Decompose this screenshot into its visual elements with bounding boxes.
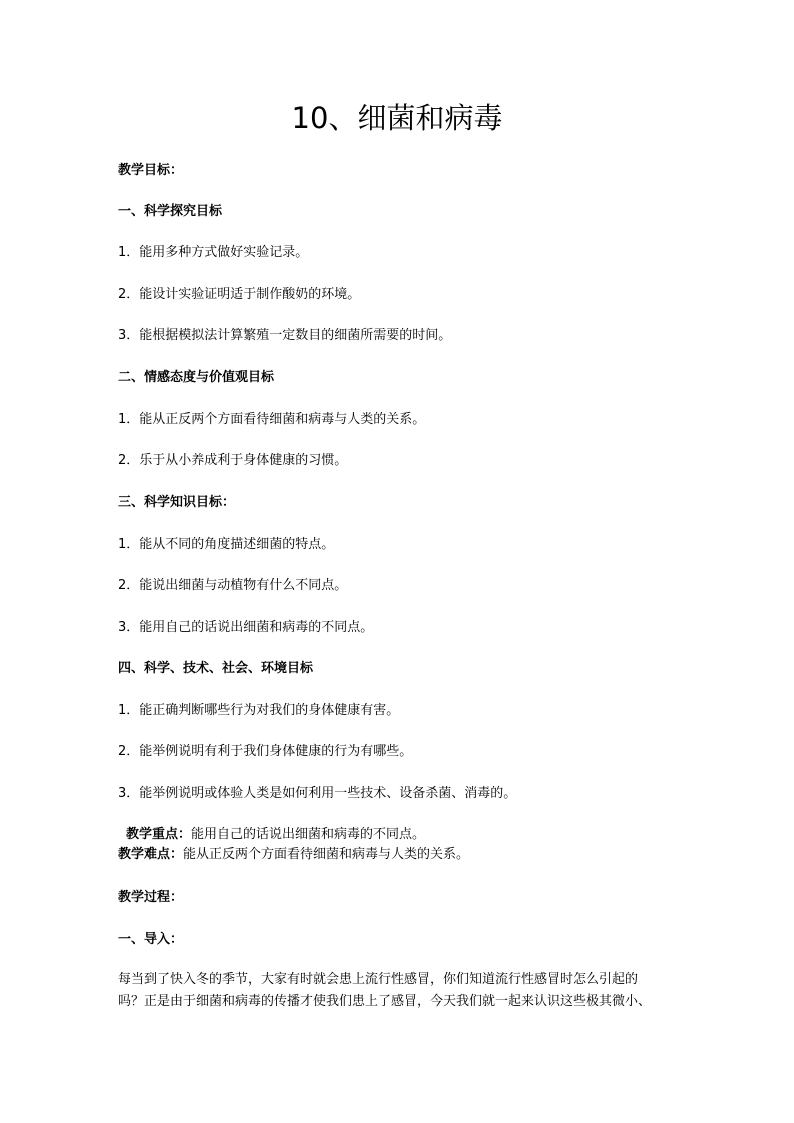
section-1-item-1: 1．能用多种方式做好实验记录。 (118, 245, 309, 260)
section-1-item-2: 2．能设计实验证明适于制作酸奶的环境。 (118, 287, 361, 302)
section-4-item-1: 1．能正确判断哪些行为对我们的身体健康有害。 (118, 703, 400, 718)
section-3-item-3: 3．能用自己的话说出细菌和病毒的不同点。 (118, 620, 374, 635)
section-2-heading: 二、情感态度与价值观目标 (118, 370, 275, 385)
section-1-item-3: 3．能根据模拟法计算繁殖一定数目的细菌所需要的时间。 (118, 328, 452, 343)
intro-line-2: 吗？正是由于细菌和病毒的传播才使我们患上了感冒，今天我们就一起来认识这些极其微小、 (118, 994, 652, 1009)
section-2-item-1: 1．能从正反两个方面看待细菌和病毒与人类的关系。 (118, 412, 426, 427)
difficulty-line (118, 846, 469, 864)
section-3-item-2: 2．能说出细菌与动植物有什么不同点。 (118, 578, 348, 593)
section-4-item-2: 2．能举例说明有利于我们身体健康的行为有哪些。 (118, 744, 413, 759)
key-point-line (126, 826, 425, 844)
key-point-label: 教学重点： (126, 827, 192, 842)
intro-line-1: 每当到了快入冬的季节，大家有时就会患上流行性感冒，你们知道流行性感冒时怎么引起的 (118, 972, 639, 987)
difficulty-text: 能从正反两个方面看待细菌和病毒与人类的关系。 (183, 847, 470, 862)
section-4-item-3: 3．能举例说明或体验人类是如何利用一些技术、设备杀菌、消毒的。 (118, 786, 517, 801)
section-2-item-2: 2．乐于从小养成利于身体健康的习惯。 (118, 453, 348, 468)
key-point-text: 能用自己的话说出细菌和病毒的不同点。 (191, 827, 426, 842)
page-title: 10、细菌和病毒 (291, 101, 503, 135)
section-3-heading: 三、科学知识目标： (118, 495, 236, 510)
section-4-heading: 四、科学、技术、社会、环境目标 (118, 661, 314, 676)
intro-heading: 一、导入： (118, 932, 184, 947)
difficulty-label: 教学难点： (118, 847, 184, 862)
section-1-heading: 一、科学探究目标 (118, 204, 223, 219)
intro-paragraph (118, 969, 688, 1013)
teaching-goals-heading: 教学目标： (118, 163, 184, 178)
teaching-process-heading: 教学过程： (118, 890, 184, 905)
section-3-item-1: 1．能从不同的角度描述细菌的特点。 (118, 537, 335, 552)
